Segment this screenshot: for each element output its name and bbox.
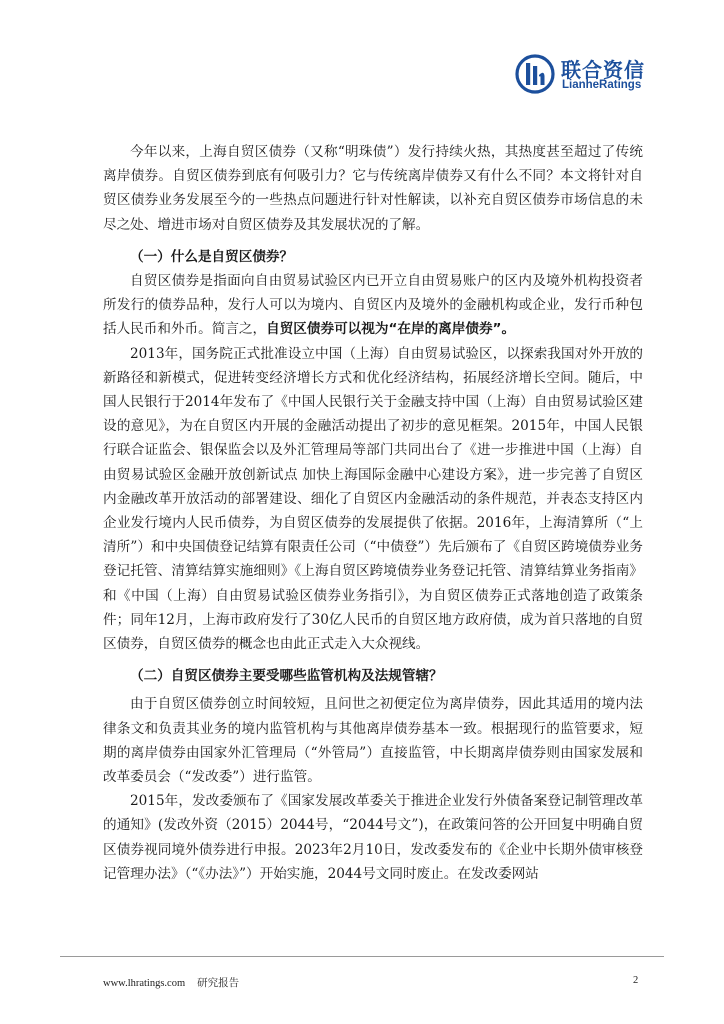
section-heading-2: （二）自贸区债券主要受哪些监管机构及法规管辖？: [130, 668, 443, 685]
section1-paragraph-1-bold: 自贸区债券可以视为“在岸的离岸债券”。: [266, 321, 516, 338]
footer-info: [103, 975, 239, 990]
page-number: 2: [633, 975, 639, 986]
logo-english-name: LianheRatings: [562, 79, 642, 91]
section2-paragraph-2: 2015年，发改委颁布了《国家发展改革委关于推进企业发行外债备案登记制管理改革的通知》(发改外资（2015）2044号，“2044号文”)，在政策问答的公开回复中明确自贸区债券视同境外债券进行申报。2023年2月10日，发改委发布的《企业中长期外债审核登记管理办法》（“《办法》”）开始实施，2044号文同时废止。在发改委网站: [103, 793, 643, 882]
report-body: [103, 140, 643, 886]
footer-doc-type: 研究报告: [197, 978, 240, 989]
logo-chinese-name: 联合资信: [561, 58, 645, 82]
intro-paragraph: 今年以来，上海自贸区债券（又称“明珠债”）发行持续火热，其热度甚至超过了传统离岸债券。自贸区债券到底有何吸引力？它与传统离岸债券又有什么不同？本文将针对自贸区债券业务发展至今的一些热点问题进行针对性解读，以补充自贸区债券市场信息的未尽之处、增进市场对自贸区债券及其发展状况的了解。: [103, 144, 643, 233]
section2-paragraph-1: 由于自贸区债券创立时间较短，且问世之初便定位为离岸债券，因此其适用的境内法律条文和负责其业务的境内监管机构与其他离岸债券基本一致。根据现行的监管要求，短期的离岸债券由国家外汇管理局（“外管局”）直接监管，中长期离岸债券则由国家发展和改革委员会（“发改委”）进行监管。: [103, 696, 643, 786]
footer-divider: [60, 956, 664, 957]
company-logo: [515, 52, 675, 96]
section1-paragraph-1-text: 自贸区债券是指面向自由贸易试验区内已开立自由贸易账户的区内及境外机构投资者所发行的债券品种，发行人可以为境内、自贸区内及境外的金融机构或企业，发行币种包括人民币和外币。简言之，: [103, 273, 643, 338]
lianhe-logo-icon: [515, 54, 555, 94]
section-heading-1: （一）什么是自贸区债券？: [130, 248, 294, 265]
footer-website-link[interactable]: www.lhratings.com: [103, 978, 186, 989]
section1-paragraph-2: 2013年，国务院正式批准设立中国（上海）自由贸易试验区，以探索我国对外开放的新路径和新模式，促进转变经济增长方式和优化经济结构，拓展经济增长空间。随后，中国人民银行于2014年发布了《中国人民银行关于金融支持中国（上海）自由贸易试验区建设的意见》，为在自贸区内开展的金融活动提出了初步的意见框架。2015年，中国人民银行联合证监会、银保监会以及外汇管理局等部门共同出台了《进一步推进中国（上海）自由贸易试验区金融开放创新试点 加快上海国际金融中心建设方案》，进一步完善了自贸区内金融改革开放活动的部署建设、细化了自贸区内金融活动的条件规范，并表态支持区内企业发行境内人民币债券，为自贸区债券的发展提供了依据。2016年，上海清算所（“上清所”）和中央国债登记结算有限责任公司（“中债登”）先后颁布了《自贸区跨境债券业务登记托管、清算结算实施细则》《上海自贸区跨境债券业务登记托管、清算结算业务指南》和《中国（上海）自由贸易试验区债券业务指引》，为自贸区债券正式落地创造了政策条件；同年12月，上海市政府发行了30亿人民币的自贸区地方政府债，成为首只落地的自贸区债券，自贸区债券的概念也由此正式走入大众视线。: [103, 345, 643, 653]
section1-paragraph-1: [103, 269, 643, 342]
